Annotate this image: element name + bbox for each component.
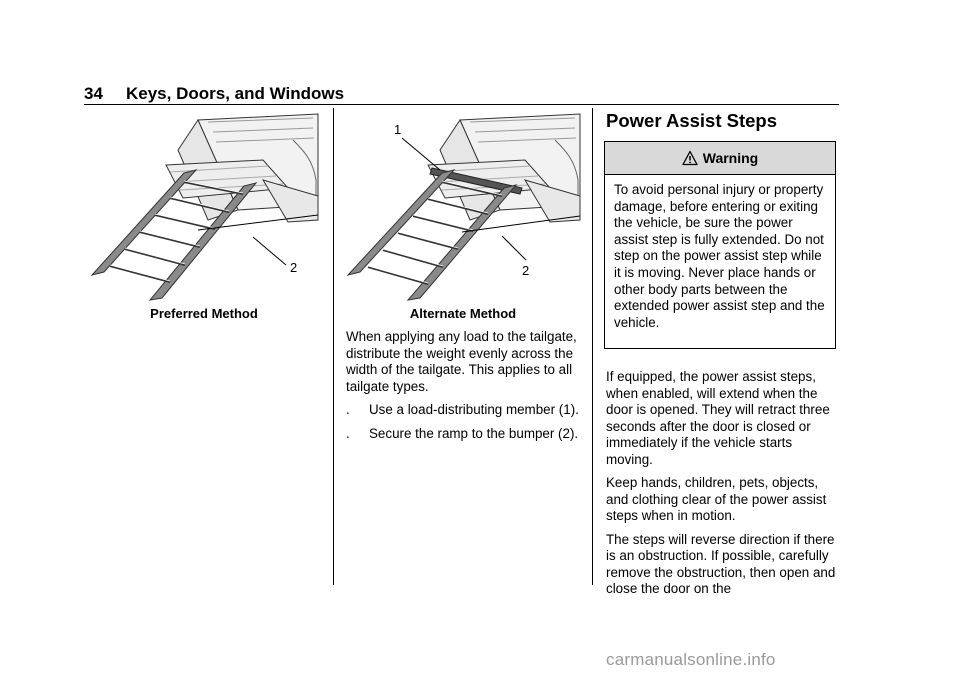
paragraph: The steps will reverse direction if there is an obstruction. If possible, carefully remove the obstruction, then open and close the door on the	[606, 531, 836, 596]
column-divider-right	[592, 108, 593, 585]
watermark: carmanualsonline.info	[606, 650, 776, 669]
chapter-title: Keys, Doors, and Windows	[126, 84, 345, 103]
section-title: Power Assist Steps	[606, 110, 778, 131]
warning-box	[604, 141, 836, 349]
callout-2-preferred: 2	[290, 260, 298, 275]
preferred-method-illustration	[88, 110, 320, 305]
page-header	[84, 84, 839, 104]
figure-caption-alternate: Alternate Method	[409, 306, 517, 321]
warning-label: Warning	[702, 150, 759, 166]
warning-triangle-icon	[682, 150, 698, 166]
tailgate-intro: When applying any load to the tailgate, distribute the weight evenly across the width of the tailgate. This applies to all tailgate types.	[346, 329, 577, 394]
alternate-method-illustration	[342, 110, 582, 305]
bullet-marker: .	[346, 425, 350, 441]
paragraph: Keep hands, children, pets, objects, and clothing clear of the power assist steps when in motion.	[606, 475, 827, 523]
column-divider-left	[333, 108, 334, 585]
bullet-text: Use a load-distributing member (1).	[369, 402, 579, 417]
bullet-text: Secure the ramp to the bumper (2).	[369, 425, 579, 441]
paragraph: If equipped, the power assist steps, when enabled, will extend when the door is opened. They will retract three seconds after the door is closed or immediately if the vehicle starts moving.	[606, 369, 830, 467]
figure-caption-preferred: Preferred Method	[150, 306, 258, 321]
warning-text: To avoid personal injury or property damage, before entering or exiting the vehicle, be sure the power assist step is fully extended. Do not step on the power assist step while it is moving. Never place hands or other body parts between the extended power assist step and the vehicle.	[614, 182, 825, 330]
callout-1-alternate: 1	[394, 122, 402, 137]
callout-2-alternate: 2	[522, 263, 530, 278]
header-rule	[84, 104, 839, 105]
tailgate-load-text	[346, 329, 580, 449]
power-steps-text	[606, 369, 840, 605]
bullet-marker: .	[346, 402, 350, 417]
bullet-item	[346, 426, 580, 443]
warning-header	[605, 142, 835, 175]
bullet-item	[346, 402, 580, 419]
page-number: 34	[84, 84, 103, 103]
